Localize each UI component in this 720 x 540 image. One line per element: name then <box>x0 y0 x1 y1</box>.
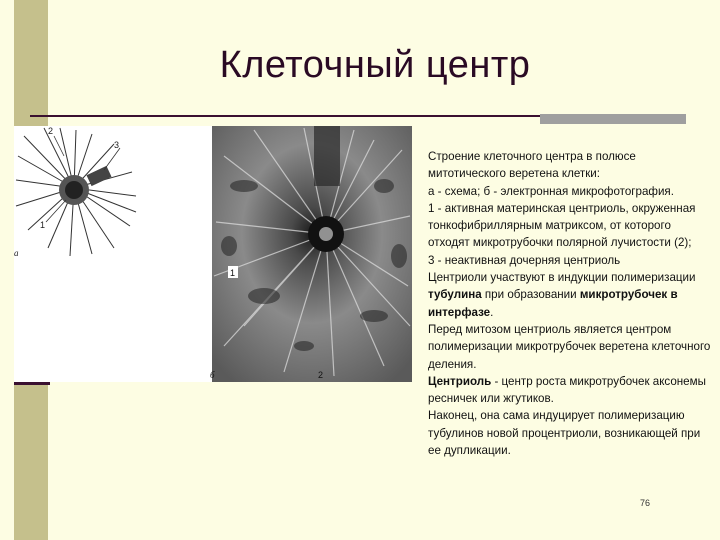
schematic-label-2: 2 <box>48 126 54 136</box>
caption-centriole-paragraph <box>428 373 712 408</box>
centrosome-figure <box>14 126 412 382</box>
micrograph-centriole-core <box>319 227 333 241</box>
title-rule-accent <box>540 114 686 124</box>
caption-intro: Строение клеточного центра в полюсе митотического веретена клетки: <box>428 150 636 181</box>
side-bar-edge <box>0 0 14 540</box>
caption-tubulin-mid: при образовании <box>481 288 580 302</box>
caption-label-3: 3 - неактивная дочерняя центриоль <box>428 253 621 267</box>
schematic-label-3: 3 <box>114 140 120 150</box>
caption-duplication: Наконец, она сама индуцирует полимеризацию тубулинов новой процентриоли, возникающей при ее дупликации. <box>428 409 701 458</box>
caption-tubulin-paragraph <box>428 269 712 321</box>
centrosome-figure-svg <box>14 126 412 382</box>
caption-tubulin-post: . <box>490 305 494 319</box>
left-accent-line <box>14 382 50 385</box>
micrograph-spindle-bundle <box>314 126 340 186</box>
schematic-label-1: 1 <box>40 220 46 230</box>
caption-panels: а - схема; б - электронная микрофотография. <box>428 184 674 198</box>
caption-tubulin-pre: Центриоли участвуют в индукции полимеризации <box>428 271 696 285</box>
caption-microtubules-bold: микротрубочек в интерфазе <box>428 288 678 319</box>
caption-mitosis: Перед митозом центриоль является центром полимеризации микротрубочек веретена клеточного деления. <box>428 322 711 371</box>
caption-label-1: 1 - активная материнская центриоль, окруженная тонкофибриллярным матриксом, от которого отходят микротрубочки полярной лучистости (2); <box>428 201 696 250</box>
micrograph-panel-letter: б <box>210 370 215 380</box>
mother-centriole <box>65 181 83 199</box>
schematic-panel-letter: а <box>14 248 19 258</box>
caption-text <box>428 148 712 459</box>
label-3-leader <box>104 148 120 170</box>
micrograph-label-2: 2 <box>318 370 324 380</box>
daughter-centriole <box>86 166 111 186</box>
caption-tubulin-bold: тубулина <box>428 288 482 302</box>
micrograph-label-1: 1 <box>230 268 236 278</box>
page-number: 76 <box>640 498 651 508</box>
caption-centriole-rest: - центр роста микротрубочек аксонемы ресничек или жгутиков. <box>428 374 706 406</box>
caption-centriole-bold: Центриоль <box>428 374 492 388</box>
slide-title: Клеточный центр <box>219 44 531 86</box>
